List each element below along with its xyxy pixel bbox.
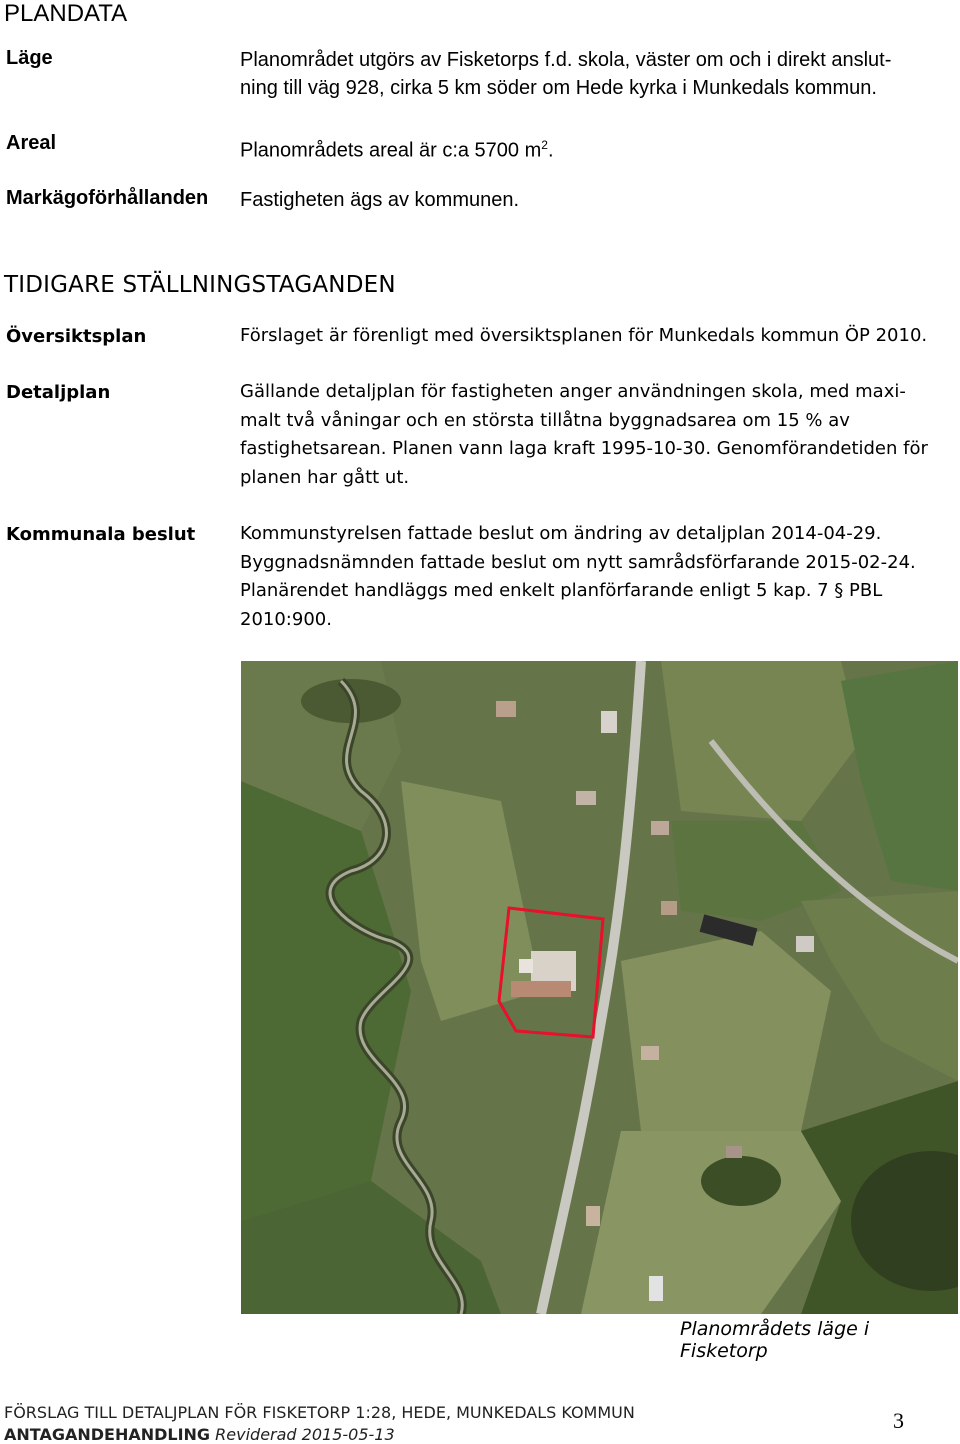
footer-title: FÖRSLAG TILL DETALJPLAN FÖR FISKETORP 1:28, HEDE, MUNKEDALS KOMMUN — [4, 1403, 635, 1422]
lage-label: Läge — [6, 47, 53, 69]
areal-superscript: 2 — [541, 138, 548, 152]
footer-status — [4, 1425, 395, 1444]
kommunala-line: 2010:900. — [240, 608, 332, 630]
footer-status-label: ANTAGANDEHANDLING — [4, 1425, 211, 1444]
oversiktsplan-label: Översiktsplan — [6, 326, 147, 347]
tidigare-heading: TIDIGARE STÄLLNINGSTAGANDEN — [4, 272, 396, 298]
aerial-map-image — [241, 661, 958, 1314]
footer-revised: Reviderad 2015-05-13 — [215, 1425, 395, 1444]
kommunala-line: Byggnadsnämnden fattade beslut om nytt samrådsförfarande 2015-02-24. — [240, 551, 916, 573]
figure-caption: Planområdets läge i Fisketorp — [680, 1318, 870, 1362]
lage-line: Planområdet utgörs av Fisketorps f.d. skola, väster om och i direkt anslut- — [240, 49, 892, 71]
page-number: 3 — [893, 1408, 904, 1433]
kommunala-line: Kommunstyrelsen fattade beslut om ändring av detaljplan 2014-04-29. — [240, 523, 882, 544]
kommunala-beslut-text — [240, 520, 955, 634]
areal-label: Areal — [6, 132, 57, 154]
detaljplan-line: malt två våningar och en största tillåtna byggnadsarea om 15 % av — [240, 409, 850, 431]
areal-text — [240, 131, 940, 165]
lage-line: ning till väg 928, cirka 5 km söder om Hede kyrka i Munkedals kommun. — [240, 77, 877, 99]
kommunala-line: Planärendet handläggs med enkelt planförfarande enligt 5 kap. 7 § PBL — [240, 580, 883, 601]
detaljplan-label: Detaljplan — [6, 382, 111, 403]
areal-period: . — [547, 139, 554, 162]
detaljplan-line: fastighetsarean. Planen vann laga kraft 1995-10-30. Genomförandetiden för — [240, 438, 928, 459]
detaljplan-line: planen har gått ut. — [240, 466, 410, 488]
detaljplan-line: Gällande detaljplan för fastigheten anger användningen skola, med maxi- — [240, 381, 906, 402]
kommunala-beslut-label: Kommunala beslut — [6, 524, 196, 545]
lage-text — [240, 46, 940, 102]
detaljplan-text — [240, 378, 955, 492]
plandata-heading: PLANDATA — [4, 0, 128, 27]
oversiktsplan-text: Förslaget är förenligt med översiktsplanen för Munkedals kommun ÖP 2010. — [240, 325, 928, 346]
markagoforhallanden-text: Fastigheten ägs av kommunen. — [240, 189, 520, 211]
markagoforhallanden-label: Markägoförhållanden — [6, 187, 209, 209]
areal-value: Planområdets areal är c:a 5700 m — [240, 139, 542, 162]
